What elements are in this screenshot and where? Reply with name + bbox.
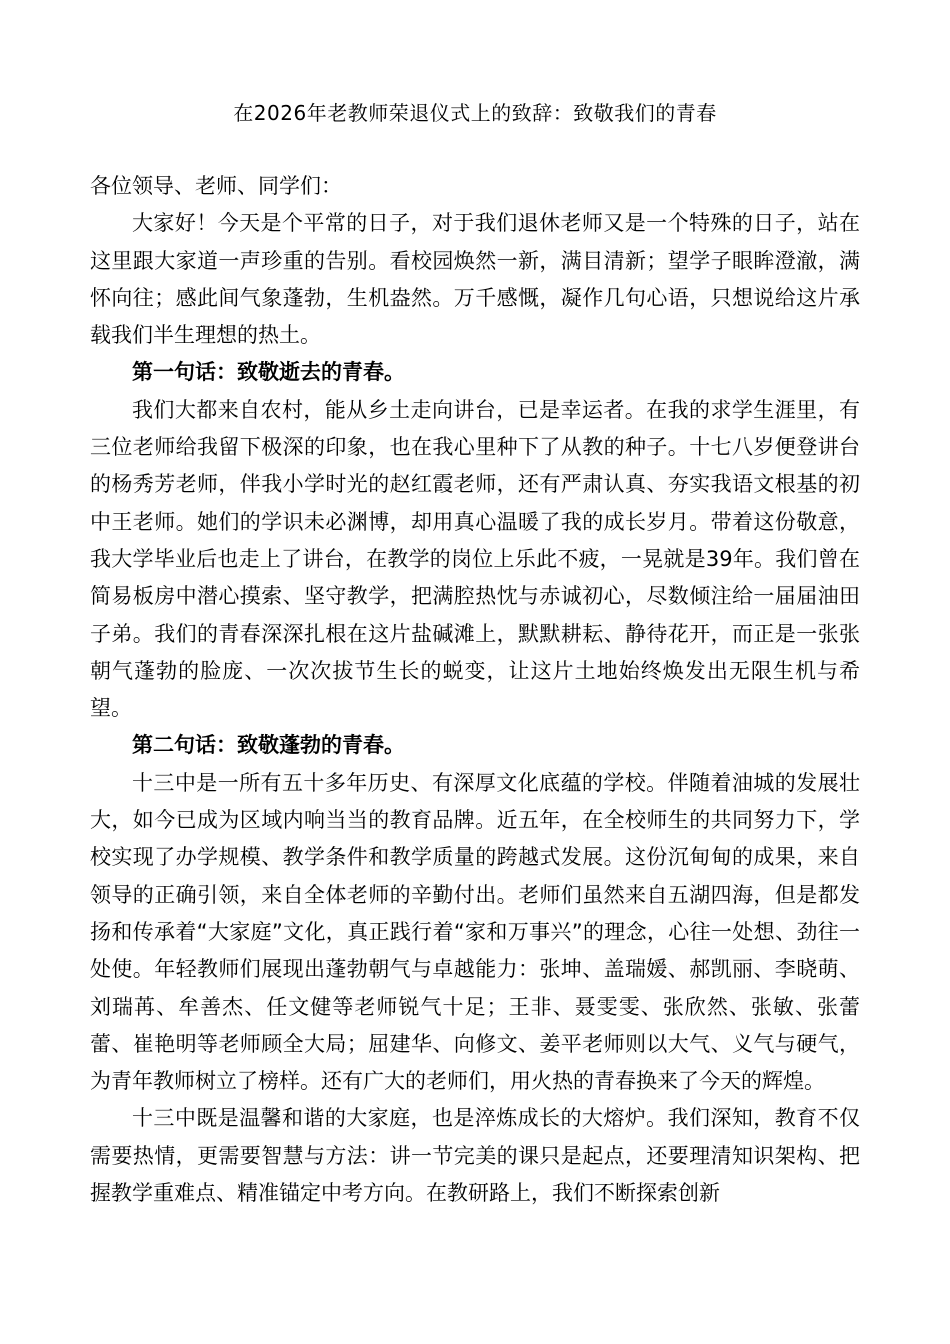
section-heading-2: 第二句话：致敬蓬勃的青春。 xyxy=(132,733,405,758)
paragraph-school-family: 十三中既是温馨和谐的大家庭，也是淬炼成长的大熔炉。我们深知，教育不仅需要热情，更需要智慧与方法：讲一节完美的课只是起点，还要理清知识架构、把握教学重难点、精准锚定中考方向。在教研路上，我们不断探索创新 xyxy=(90,1106,860,1206)
document-body xyxy=(90,168,860,1212)
document-title: 在2026年老教师荣退仪式上的致辞：致敬我们的青春 xyxy=(233,101,717,125)
section-heading-1: 第一句话：致敬逝去的青春。 xyxy=(132,360,405,385)
paragraph-past-youth: 我们大都来自农村，能从乡土走向讲台，已是幸运者。在我的求学生涯里，有三位老师给我留下极深的印象，也在我心里种下了从教的种子。十七八岁便登讲台的杨秀芳老师，伴我小学时光的赵红霞老师，还有严肃认真、夯实我语文根基的初中王老师。她们的学识未必渊博，却用真心温暖了我的成长岁月。带着这份敬意，我大学毕业后也走上了讲台，在教学的岗位上乐此不疲，一晃就是39年。我们曾在简易板房中潜心摸索、坚守教学，把满腔热忱与赤诚初心，尽数倾注给一届届油田子弟。我们的青春深深扎根在这片盐碱滩上，默默耕耘、静待花开，而正是一张张朝气蓬勃的脸庞、一次次拔节生长的蜕变，让这片土地始终焕发出无限生机与希望。 xyxy=(90,397,860,721)
paragraph-school-history: 十三中是一所有五十多年历史、有深厚文化底蕴的学校。伴随着油城的发展壮大，如今已成为区域内响当当的教育品牌。近五年，在全校师生的共同努力下，学校实现了办学规模、教学条件和教学质量的跨越式发展。这份沉甸甸的成果，来自领导的正确引领，来自全体老师的辛勤付出。老师们虽然来自五湖四海，但是都发扬和传承着“大家庭”文化，真正践行着“家和万事兴”的理念，心往一处想、劲往一处使。年轻教师们展现出蓬勃朝气与卓越能力：张坤、盖瑞媛、郝凯丽、李晓萌、刘瑞苒、牟善杰、任文健等老师锐气十足；王非、聂雯雯、张欣然、张敏、张蕾蕾、崔艳明等老师顾全大局；屈建华、向修文、姜平老师则以大气、义气与硬气，为青年教师树立了榜样。还有广大的老师们，用火热的青春换来了今天的辉煌。 xyxy=(90,770,860,1094)
salutation: 各位领导、老师、同学们： xyxy=(90,174,342,198)
paragraph-greeting: 大家好！今天是个平常的日子，对于我们退休老师又是一个特殊的日子，站在这里跟大家道一声珍重的告别。看校园焕然一新，满目清新；望学子眼眸澄澈，满怀向往；感此间气象蓬勃，生机盎然。万千感慨，凝作几句心语，只想说给这片承载我们半生理想的热土。 xyxy=(90,211,860,348)
